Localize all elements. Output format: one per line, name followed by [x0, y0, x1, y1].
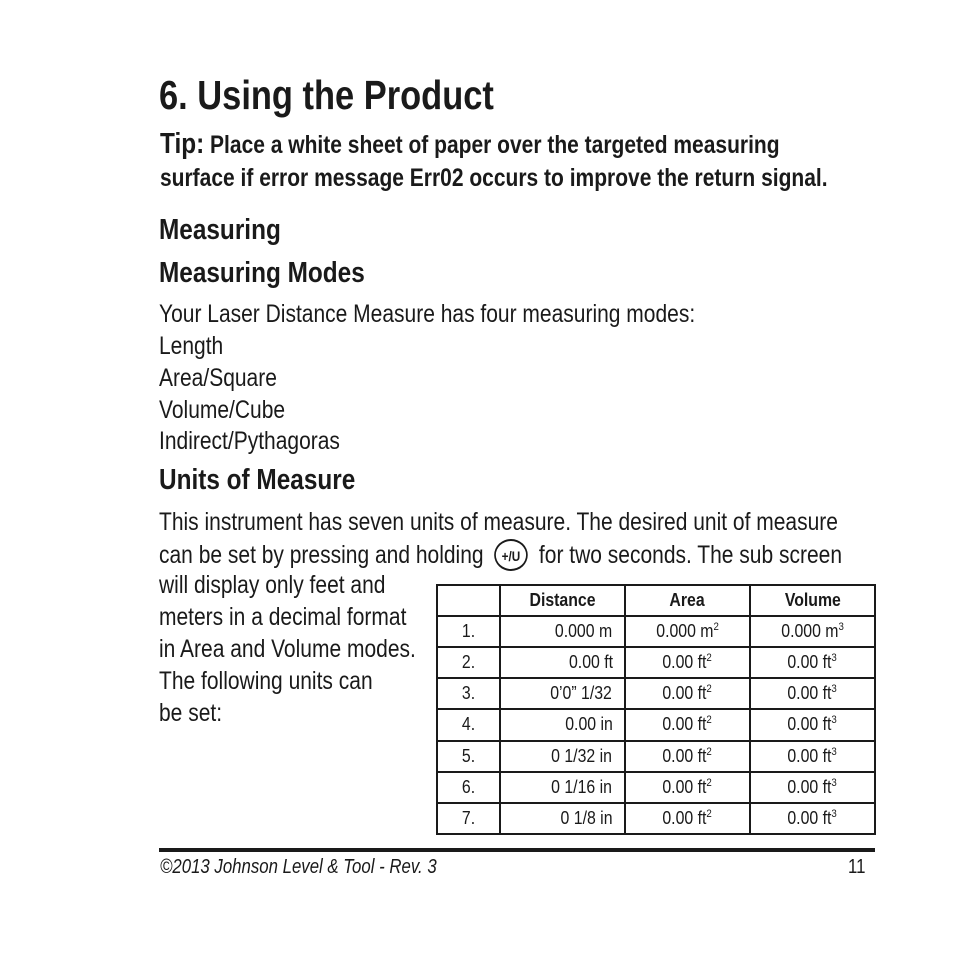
- area-cell: 0.000 $m^2$: [625, 616, 750, 647]
- area-cell: 0.00 $ft^2$: [625, 678, 750, 709]
- area-cell: 0.00 $ft^2$: [625, 772, 750, 803]
- modes-intro: Your Laser Distance Measure has four measuring modes:: [159, 300, 696, 328]
- table-row: [437, 678, 875, 709]
- mode-volume: Volume/Cube: [159, 396, 286, 424]
- volume-cell: 0.00 $ft^3$: [750, 772, 875, 803]
- table-row: [437, 741, 875, 772]
- plus-minus-units-button-icon: [494, 539, 528, 571]
- row-number: 4.: [437, 709, 500, 740]
- distance-cell: 0.00 in: [500, 709, 625, 740]
- volume-cell: 0.00 $ft^3$: [750, 709, 875, 740]
- distance-cell: 0 1/16 in: [500, 772, 625, 803]
- distance-cell: 0’0” 1/32: [500, 678, 625, 709]
- side-line-1: will display only feet and: [159, 571, 386, 599]
- header-distance: Distance: [500, 585, 625, 616]
- units-para-line-2a: can be set by pressing and holding: [159, 541, 484, 569]
- side-line-5: be set:: [159, 699, 223, 727]
- header-area: Area: [625, 585, 750, 616]
- mode-indirect: Indirect/Pythagoras: [159, 427, 340, 455]
- volume-cell: 0.00 $ft^3$: [750, 647, 875, 678]
- distance-cell: 0.00 ft: [500, 647, 625, 678]
- tip-label: Tip:: [160, 128, 205, 160]
- tip-line-1: [160, 128, 780, 161]
- table-row: [437, 647, 875, 678]
- volume-cell: 0.00 $ft^3$: [750, 741, 875, 772]
- mode-area: Area/Square: [159, 364, 277, 392]
- table-row: [437, 803, 875, 834]
- header-num: [437, 585, 500, 616]
- table-row: [437, 772, 875, 803]
- page-number: 11: [848, 856, 866, 878]
- distance-cell: 0 1/32 in: [500, 741, 625, 772]
- units-para-line-2b: for two seconds. The sub screen: [538, 541, 843, 569]
- units-table: [436, 584, 876, 835]
- distance-cell: 0.000 m: [500, 616, 625, 647]
- tip-line-2: surface if error message Err02 occurs to improve the return signal.: [160, 164, 828, 192]
- side-line-3: in Area and Volume modes.: [159, 635, 416, 663]
- footer-divider: [159, 848, 875, 852]
- row-number: 7.: [437, 803, 500, 834]
- units-heading: Units of Measure: [159, 464, 356, 496]
- volume-cell: 0.00 $ft^3$: [750, 678, 875, 709]
- svg-text:+/U: +/U: [501, 548, 521, 565]
- row-number: 2.: [437, 647, 500, 678]
- measuring-heading: Measuring: [159, 214, 281, 246]
- row-number: 5.: [437, 741, 500, 772]
- row-number: 1.: [437, 616, 500, 647]
- units-para-line-2: [159, 539, 842, 571]
- measuring-modes-heading: Measuring Modes: [159, 257, 365, 289]
- mode-length: Length: [159, 332, 224, 360]
- row-number: 3.: [437, 678, 500, 709]
- side-line-4: The following units can: [159, 667, 373, 695]
- volume-cell: 0.000 $m^3$: [750, 616, 875, 647]
- volume-cell: 0.00 $ft^3$: [750, 803, 875, 834]
- header-volume: Volume: [750, 585, 875, 616]
- tip-text-1: Place a white sheet of paper over the targeted measuring: [210, 131, 780, 159]
- footer-copyright: ©2013 Johnson Level & Tool - Rev. 3: [160, 856, 437, 878]
- side-line-2: meters in a decimal format: [159, 603, 407, 631]
- area-cell: 0.00 $ft^2$: [625, 741, 750, 772]
- area-cell: 0.00 $ft^2$: [625, 709, 750, 740]
- area-cell: 0.00 $ft^2$: [625, 647, 750, 678]
- table-header-row: [437, 585, 875, 616]
- page-title: 6. Using the Product: [159, 72, 494, 118]
- units-para-line-1: This instrument has seven units of measure. The desired unit of measure: [159, 508, 838, 536]
- table-row: [437, 709, 875, 740]
- table-row: [437, 616, 875, 647]
- row-number: 6.: [437, 772, 500, 803]
- distance-cell: 0 1/8 in: [500, 803, 625, 834]
- area-cell: 0.00 $ft^2$: [625, 803, 750, 834]
